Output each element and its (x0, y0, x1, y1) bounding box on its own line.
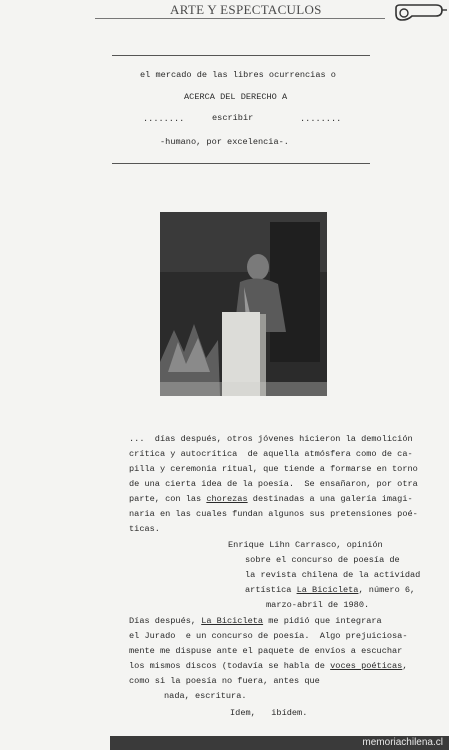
intro-dots-left: ........ (143, 114, 185, 124)
term-chorezas: chorezas (206, 494, 248, 504)
paragraph-1-line-1: ... días después, otros jóvenes hicieron la demolición (129, 434, 413, 444)
citation-1-line-1: Enrique Lihn Carrasco, opinión (228, 540, 383, 550)
citation-1-line-2: sobre el concurso de poesía de (245, 555, 400, 565)
citation-1-line-3: la revista chilena de la actividad (245, 570, 421, 580)
paragraph-2-line-4-end: , (402, 661, 408, 671)
intro-rule-top (112, 55, 370, 56)
paragraph-1-line-7: ticas. (129, 524, 160, 534)
paragraph-2-line-3: mente me dispuse ante el paquete de envíos a escuchar (129, 646, 403, 656)
paragraph-2-line-4-start: los mismos discos (todavía se habla de (129, 661, 331, 671)
paragraph-2-line-6: nada, escritura. (164, 691, 247, 701)
whistle-logo-icon (392, 2, 448, 24)
magazine-title-2: La Bicicleta (201, 616, 264, 626)
term-voces-poeticas: voces poéticas (330, 661, 403, 671)
paragraph-1-line-5 (129, 492, 413, 508)
paragraph-1-line-5-end: destinadas a una galería imagi- (247, 494, 413, 504)
intro-line-4: -humano, por excelencia-. (160, 137, 289, 147)
section-title: ARTE Y ESPECTACULOS (170, 2, 322, 17)
paragraph-1-line-4: de una cierta idea de la poesía. Se ensañaron, por otra (129, 479, 418, 489)
paragraph-2-line-2: el Jurado e un concurso de poesía. Algo prejuiciosa- (129, 631, 408, 641)
paragraph-2-line-1-start: Días después, (129, 616, 202, 626)
paragraph-1-line-2: crítica y autocrítica de aquella atmósfera como de ca- (129, 449, 413, 459)
intro-dots-right: ........ (300, 114, 342, 124)
photo-illustration (160, 212, 327, 396)
performer-photo (160, 212, 327, 396)
intro-line-1: el mercado de las libres ocurrencias o (140, 70, 336, 80)
paragraph-2-line-4 (129, 659, 408, 675)
paragraph-1-line-5-start: parte, con las (129, 494, 207, 504)
intro-rule-bottom (112, 163, 370, 164)
citation-1-line-5: marzo-abril de 1980. (266, 600, 370, 610)
intro-line-3-word: escribir (212, 113, 254, 123)
header-rule (95, 18, 385, 19)
paragraph-1-line-3: pilla y ceremonia ritual, que tiende a formarse en torno (129, 464, 418, 474)
footer-brand: memoriachilena.cl (362, 737, 443, 748)
citation-1-line-4-start: artística (245, 585, 297, 595)
paragraph-2-line-5: como si la poesía no fuera, antes que (129, 676, 320, 686)
citation-1-line-4 (245, 583, 415, 599)
citation-2: Idem, ibídem. (230, 708, 308, 718)
intro-line-2: ACERCA DEL DERECHO A (184, 92, 288, 102)
magazine-title: La Bicicleta (296, 585, 359, 595)
paragraph-2-line-1-end: me pidió que integrara (263, 616, 382, 626)
paragraph-1-line-6: naria en las cuales fundan algunos sus pretensiones poé- (129, 509, 418, 519)
paragraph-2-line-1 (129, 614, 382, 630)
citation-1-line-4-end: , número 6, (358, 585, 416, 595)
